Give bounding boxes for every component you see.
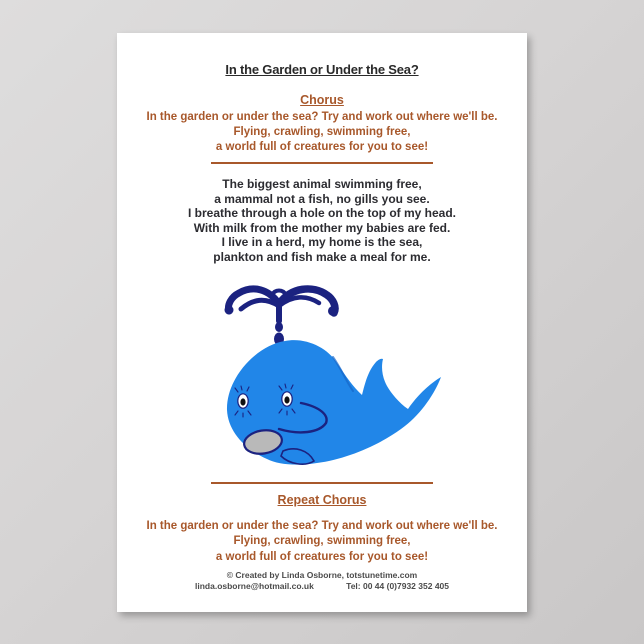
divider-top [211,162,433,164]
chorus-line: In the garden or under the sea? Try and work out where we'll be. [146,111,498,123]
chorus-line: Flying, crawling, swimming free, [233,126,411,138]
footer-email: linda.osborne@hotmail.co.uk [195,581,314,591]
chorus-heading: Chorus [300,93,344,107]
verse-line: a mammal not a fish, no gills you see. [214,191,430,206]
footer-contact-row [117,581,527,591]
verse-line: The biggest animal swimming free, [222,177,422,191]
chorus-line: a world full of creatures for you to see! [215,141,429,153]
chorus-line: a world full of creatures for you to see! [215,550,429,563]
poster [117,33,527,612]
chorus-block-1 [117,110,527,155]
verse-block [117,177,527,265]
repeat-chorus-heading: Repeat Chorus [277,493,367,507]
whale-spout-icon [228,289,335,321]
chorus-line: Flying, crawling, swimming free, [233,535,411,548]
verse-line: plankton and fish make a meal for me. [213,249,431,264]
verse-line: I live in a herd, my home is the sea, [221,235,423,250]
chorus-line: In the garden or under the sea? Try and work out where we'll be. [146,520,498,532]
poster-title: In the Garden or Under the Sea? [225,62,419,77]
footer-tel: Tel: 00 44 (0)7932 352 405 [346,581,449,591]
footer-credit: © Created by Linda Osborne, totstunetime.com [226,570,418,580]
whale-illustration [215,283,445,473]
verse-line: I breathe through a hole on the top of my head. [187,206,456,221]
verse-line: With milk from the mother my babies are fed. [193,220,451,235]
chorus-block-2 [117,519,527,565]
divider-bottom [211,482,433,484]
